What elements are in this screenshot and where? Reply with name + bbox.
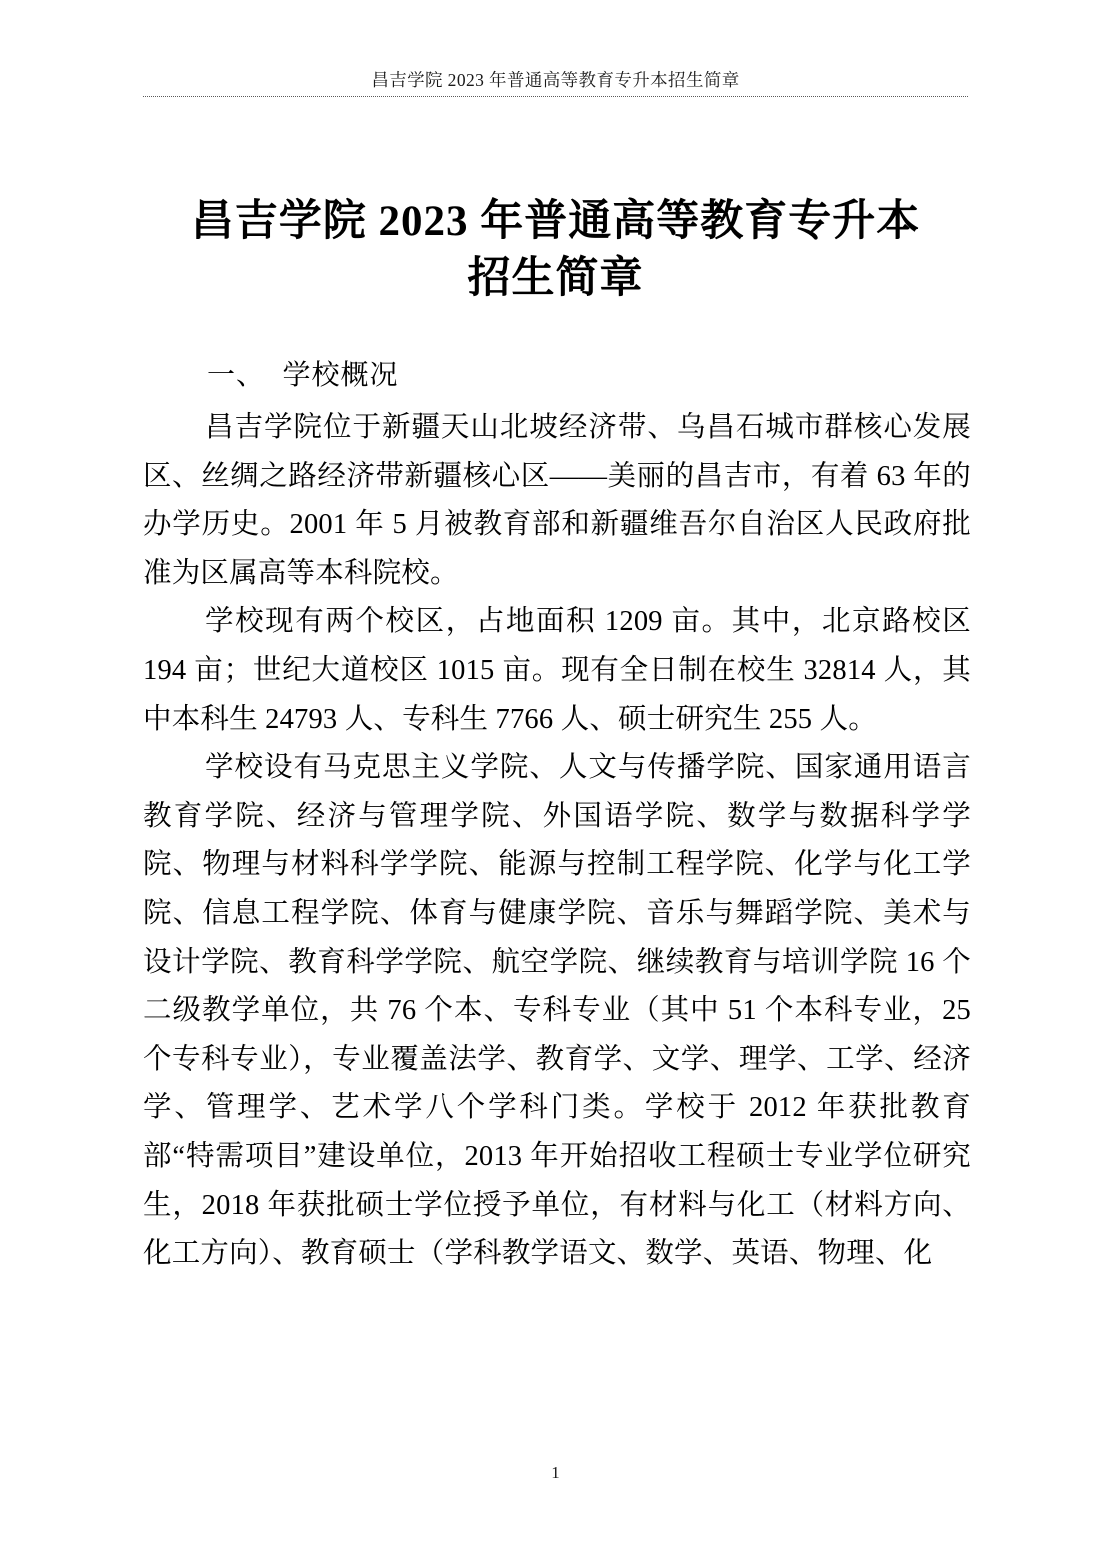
section-heading-school-overview: 一、 学校概况 [207,359,399,390]
page-number: 1 [551,1463,560,1482]
page-header [143,68,968,97]
document-title-line-2: 招生简章 [467,255,644,302]
body-paragraph: 昌吉学院位于新疆天山北坡经济带、乌昌石城市群核心发展区、丝绸之路经济带新疆核心区——美丽的昌吉市，有着 63 年的办学历史。2001 年 5 月被教育部和新疆维吾尔自治区人民政府批准为区属高等本科院校。 [143,412,971,589]
body-paragraph: 学校设有马克思主义学院、人文与传播学院、国家通用语言教育学院、经济与管理学院、外国语学院、数学与数据科学学院、物理与材料科学学院、能源与控制工程学院、化学与化工学院、信息工程学院、体育与健康学院、音乐与舞蹈学院、美术与设计学院、教育科学学院、航空学院、继续教育与培训学院 16 个二级教学单位，共 76 个本、专科专业（其中 51 个本科专业，25 个专科专业），专业覆盖法学、教育学、文学、理学、工学、经济学、管理学、艺术学八个学科门类。学校于 2012 年获批教育部“特需项目”建设单位，2013 年开始招收工程硕士专业学位研究生，2018 年获批硕士学位授予单位，有材料与化工（材料方向、化工方向）、教育硕士（学科教学语文、数学、英语、物理、化 [143,752,971,1270]
page-footer [143,1462,968,1484]
document-title-line-1: 昌吉学院 2023 年普通高等教育专升本 [190,198,921,245]
header-divider [143,96,968,97]
document-title [143,193,968,307]
body-paragraph: 学校现有两个校区，占地面积 1209 亩。其中，北京路校区 194 亩；世纪大道校区 1015 亩。现有全日制在校生 32814 人，其中本科生 24793 人、专科生 7766 人、硕士研究生 255 人。 [143,606,971,735]
document-body [143,352,971,1279]
running-header-title: 昌吉学院 2023 年普通高等教育专升本招生简章 [371,70,740,90]
